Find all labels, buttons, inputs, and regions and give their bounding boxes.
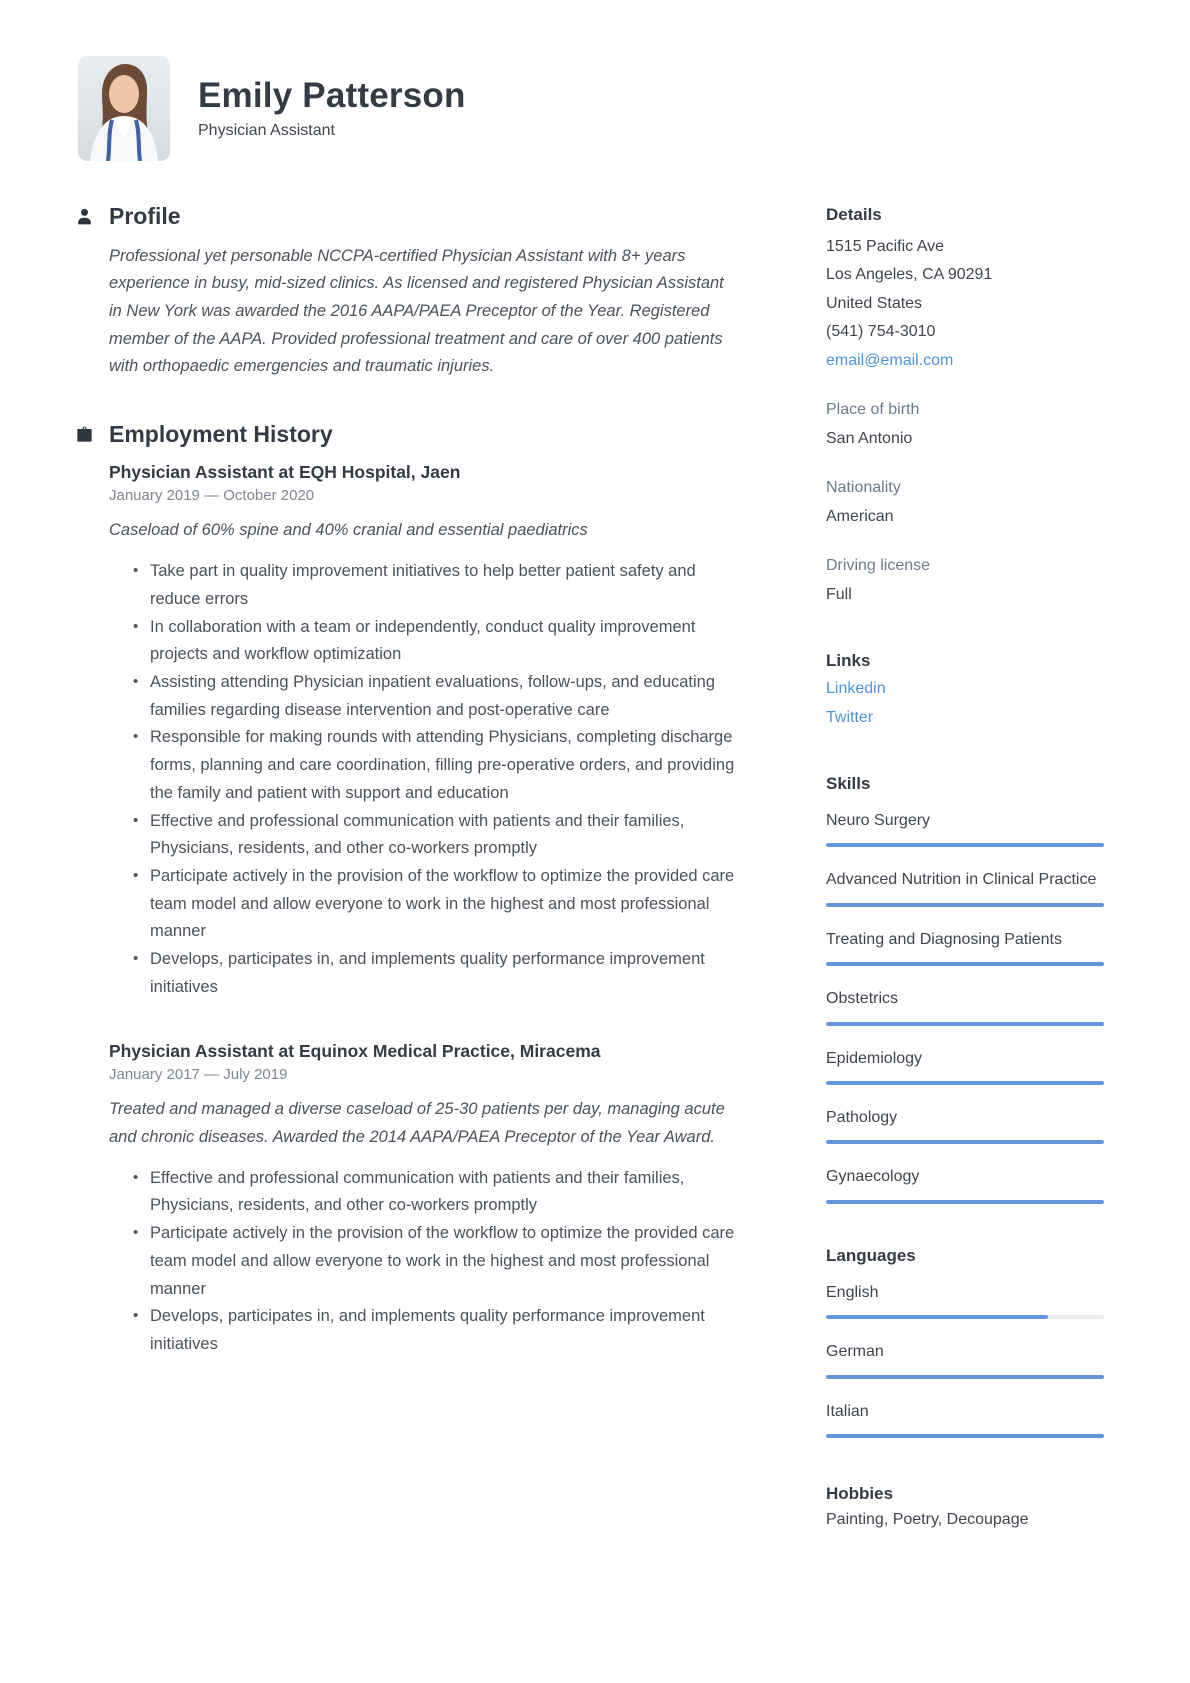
fact-value: Full	[826, 585, 852, 603]
email-link[interactable]: email@email.com	[826, 351, 954, 369]
language-bar	[826, 1375, 1104, 1379]
languages-heading: Languages	[826, 1245, 916, 1265]
language-item	[826, 1339, 1104, 1378]
job-summary: Caseload of 60% spine and 40% cranial and essential paediatrics	[109, 521, 588, 540]
skill-item	[826, 867, 1104, 906]
job-bullet: • Effective and professional communication with patients and their families, Physicians, residents, and other co-workers promptly	[133, 1165, 735, 1220]
skill-name: Treating and Diagnosing Patients	[826, 930, 1062, 948]
fact-item	[826, 552, 1104, 609]
person-title: Physician Assistant	[198, 122, 335, 140]
job-bullet: • In collaboration with a team or independently, conduct quality improvement projects and workflow optimization	[133, 614, 735, 669]
language-item	[826, 1399, 1104, 1438]
skill-name: Epidemiology	[826, 1049, 923, 1067]
job-bullet: • Participate actively in the provision of the workflow to optimize the provided care team model and allow everyone to work in the highest and most professional manner	[133, 863, 735, 946]
job-bullet: • Participate actively in the provision of the workflow to optimize the provided care team model and allow everyone to work in the highest and most professional manner	[133, 1220, 735, 1303]
employment-section	[75, 421, 735, 1359]
person-icon	[75, 207, 94, 229]
fact-item	[826, 396, 1104, 453]
links-heading: Links	[826, 651, 871, 671]
fact-value: American	[826, 507, 894, 525]
skill-item	[826, 1105, 1104, 1144]
fact-label: Place of birth	[826, 401, 920, 419]
sidebar	[826, 203, 1104, 1534]
skill-bar	[826, 1081, 1104, 1085]
skill-bar	[826, 1140, 1104, 1144]
name-block	[198, 77, 466, 141]
skill-item	[826, 808, 1104, 847]
job-dates: January 2017 — July 2019	[109, 1066, 288, 1084]
person-name: Emily Patterson	[198, 75, 466, 115]
details-heading: Details	[826, 205, 882, 224]
job-entry	[109, 461, 735, 1002]
job-bullet: • Develops, participates in, and implements quality performance improvement initiatives	[133, 1303, 735, 1358]
job-bullet: • Develops, participates in, and implements quality performance improvement initiatives	[133, 946, 735, 1001]
job-bullet: • Take part in quality improvement initiatives to help better patient safety and reduce errors	[133, 558, 735, 613]
facts-list	[826, 396, 1104, 609]
languages-list	[826, 1280, 1104, 1438]
skill-bar	[826, 903, 1104, 907]
skill-item	[826, 1164, 1104, 1203]
fact-label: Driving license	[826, 557, 931, 575]
skill-name: Advanced Nutrition in Clinical Practice	[826, 871, 1097, 889]
skill-name: Obstetrics	[826, 990, 899, 1008]
skill-bar	[826, 843, 1104, 847]
skill-name: Gynaecology	[826, 1168, 920, 1186]
language-bar	[826, 1434, 1104, 1438]
job-entry	[109, 1040, 735, 1359]
briefcase-icon	[75, 425, 94, 447]
fact-value: San Antonio	[826, 429, 913, 447]
skill-item	[826, 986, 1104, 1025]
language-name: Italian	[826, 1402, 869, 1420]
job-title: Physician Assistant at Equinox Medical Practice, Miracema	[109, 1040, 601, 1061]
job-bullet: • Assisting attending Physician inpatient evaluations, follow-ups, and educating families regarding disease intervention and post-operative care	[133, 669, 735, 724]
job-bullet-list	[109, 558, 735, 1002]
hobbies-section	[826, 1484, 1104, 1534]
skill-item	[826, 927, 1104, 966]
fact-item	[826, 474, 1104, 531]
profile-section	[75, 203, 735, 381]
profile-text: Professional yet personable NCCPA-certified Physician Assistant with 8+ years experience in busy, mid-sized clinics. As licensed and registered Physician Assistant in New York was awarded the 2016 AAPA/PAEA Preceptor of the Year. Registered member of the AAPA. Provided professional treatment and care of over 400 patients with orthopaedic emergencies and traumatic injuries.	[109, 246, 724, 376]
skill-bar	[826, 1200, 1104, 1204]
header	[78, 56, 1104, 161]
main-column	[75, 203, 735, 1359]
job-title: Physician Assistant at EQH Hospital, Jaen	[109, 461, 461, 482]
hobbies-heading: Hobbies	[826, 1484, 894, 1503]
languages-section	[826, 1246, 1104, 1438]
employment-heading: Employment History	[109, 421, 333, 448]
links-section	[826, 651, 1104, 732]
skill-bar	[826, 1022, 1104, 1026]
details-section	[826, 205, 1104, 375]
social-link[interactable]: Linkedin	[826, 680, 886, 698]
portrait-illustration	[78, 56, 170, 161]
job-dates: January 2019 — October 2020	[109, 487, 315, 505]
job-bullet: • Responsible for making rounds with attending Physicians, completing discharge forms, planning and care coordination, filling pre-operative orders, and providing the family and patient with support and education	[133, 724, 735, 807]
job-summary: Treated and managed a diverse caseload of 25-30 patients per day, managing acute and chronic diseases. Awarded the 2014 AAPA/PAEA Preceptor of the Year Award.	[109, 1100, 725, 1146]
profile-photo	[78, 56, 170, 161]
language-name: German	[826, 1343, 884, 1361]
skills-list	[826, 808, 1104, 1204]
links-list	[826, 675, 1104, 732]
language-item	[826, 1280, 1104, 1319]
skills-section	[826, 774, 1104, 1204]
language-name: English	[826, 1283, 879, 1301]
fact-label: Nationality	[826, 479, 901, 497]
skill-name: Pathology	[826, 1109, 898, 1127]
social-link[interactable]: Twitter	[826, 708, 874, 726]
address-country: United States	[826, 294, 923, 312]
skill-item	[826, 1046, 1104, 1085]
phone-number: (541) 754-3010	[826, 323, 936, 341]
job-bullet-list	[109, 1165, 735, 1359]
address-line-2: Los Angeles, CA 90291	[826, 266, 993, 284]
language-bar	[826, 1315, 1104, 1319]
address-line-1: 1515 Pacific Ave	[826, 238, 945, 255]
skills-heading: Skills	[826, 774, 871, 794]
hobbies-text: Painting, Poetry, Decoupage	[826, 1511, 1029, 1528]
job-bullet: • Effective and professional communication with patients and their families, Physicians, residents, and other co-workers promptly	[133, 808, 735, 863]
skill-bar	[826, 962, 1104, 966]
skill-name: Neuro Surgery	[826, 812, 931, 830]
profile-heading: Profile	[109, 203, 181, 229]
